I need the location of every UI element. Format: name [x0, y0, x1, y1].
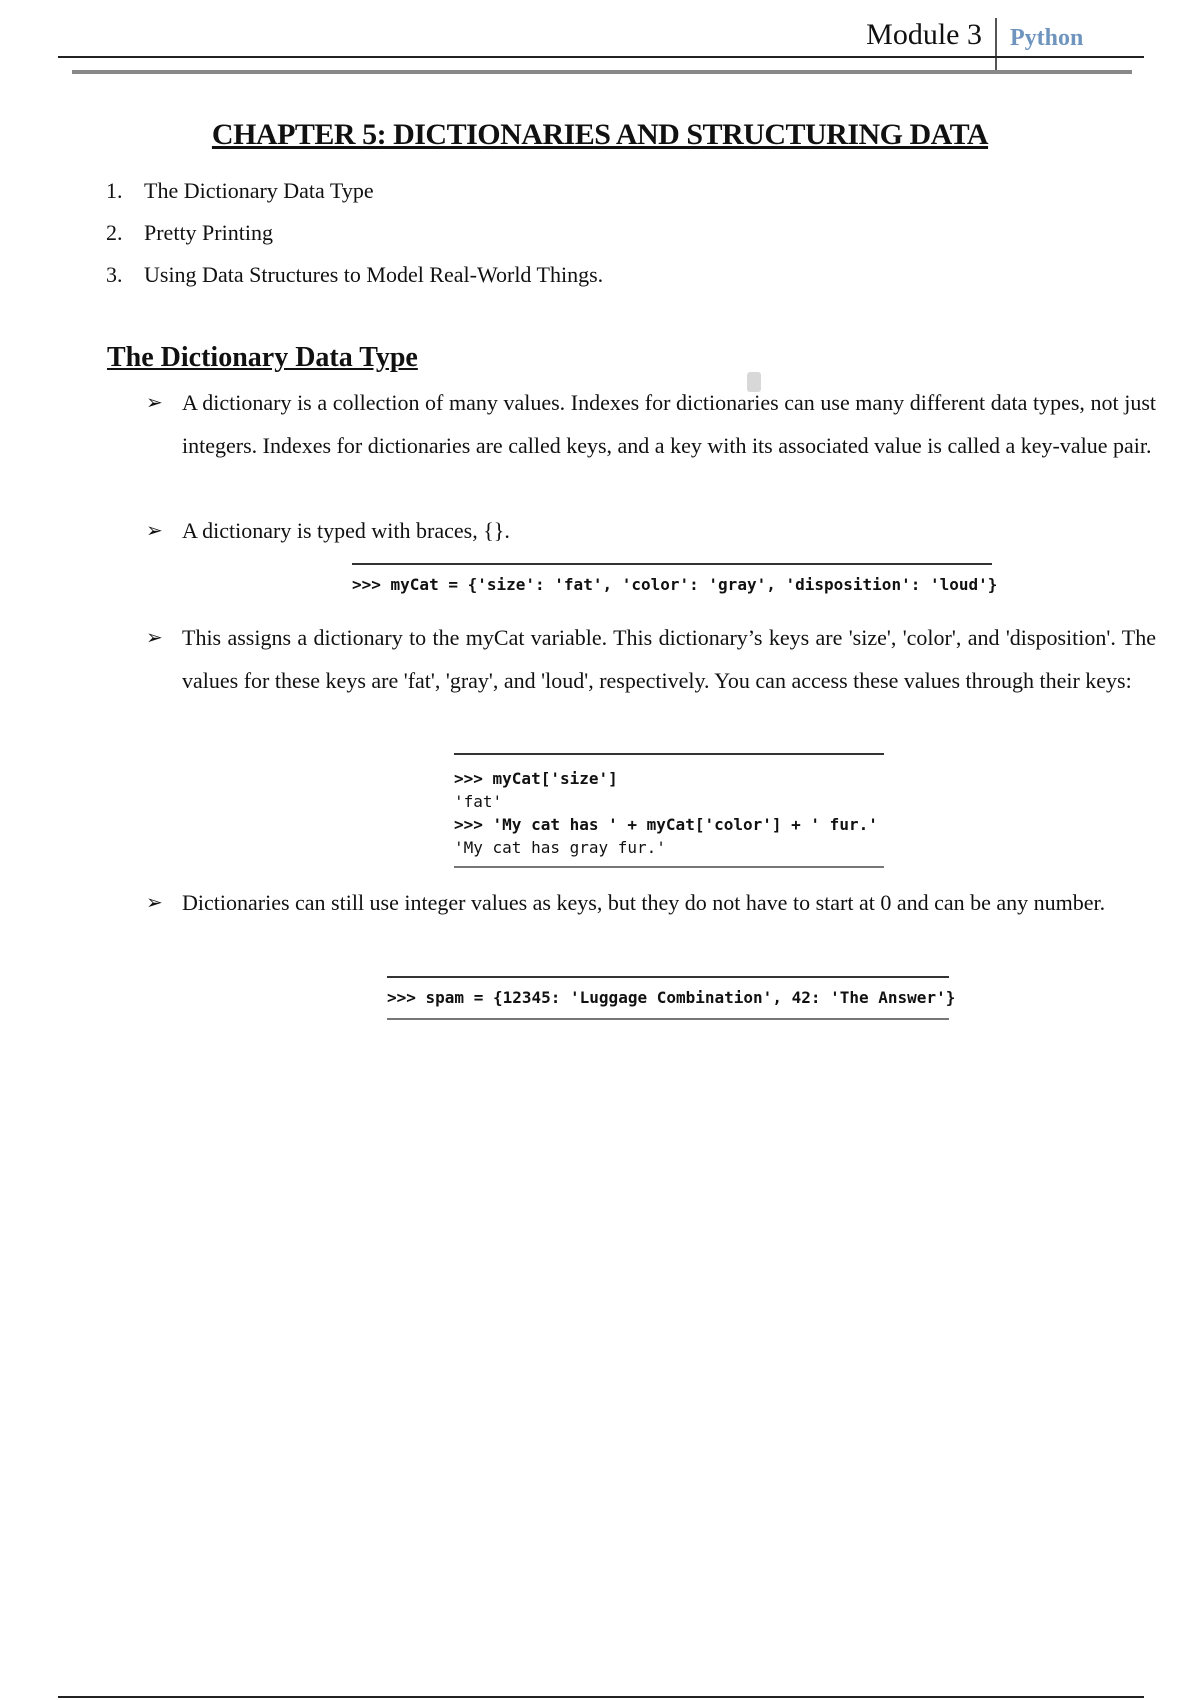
- toc-number: 1.: [106, 178, 123, 203]
- header-rule-bottom: [72, 70, 1132, 74]
- code-line: >>> spam = {12345: 'Luggage Combination', 42: 'The Answer'}: [387, 988, 956, 1007]
- footer-rule: [58, 1696, 1144, 1698]
- page-header: [0, 0, 1200, 80]
- code-line: >>> myCat['size']: [454, 769, 618, 788]
- bullet-text: A dictionary is a collection of many values. Indexes for dictionaries can use many different data types, not just integers. Indexes for dictionaries are called keys, and a key with its associated value is called a key-value pair.: [182, 390, 1156, 458]
- arrow-bullet-icon: ➢: [146, 627, 163, 649]
- header-module: Module 3: [866, 18, 982, 51]
- bullet-item: [146, 382, 1156, 467]
- toc-number: 2.: [106, 220, 123, 245]
- table-of-contents: [106, 170, 603, 296]
- bullet-text: A dictionary is typed with braces, {}.: [182, 518, 510, 543]
- header-rule-top: [58, 56, 1144, 58]
- header-divider: [995, 18, 997, 74]
- section-title: The Dictionary Data Type: [107, 342, 418, 373]
- code-line: >>> 'My cat has ' + myCat['color'] + ' fur.': [454, 815, 878, 834]
- toc-text: Using Data Structures to Model Real-World Things.: [144, 262, 604, 287]
- arrow-bullet-icon: ➢: [146, 392, 163, 414]
- toc-text: Pretty Printing: [144, 220, 273, 245]
- bullet-item: [146, 882, 1156, 925]
- code-line: >>> myCat = {'size': 'fat', 'color': 'gray', 'disposition': 'loud'}: [352, 575, 998, 594]
- bullet-item: [146, 617, 1156, 702]
- code-line: 'My cat has gray fur.': [454, 838, 666, 857]
- toc-text: The Dictionary Data Type: [144, 178, 374, 203]
- bullet-text: Dictionaries can still use integer values as keys, but they do not have to start at 0 and can be any number.: [182, 890, 1106, 915]
- code-block-mycat-access: [454, 753, 884, 868]
- toc-item: [106, 170, 603, 212]
- code-line: 'fat': [454, 792, 503, 811]
- toc-item: [106, 212, 603, 254]
- toc-item: [106, 254, 603, 296]
- bullet-text: This assigns a dictionary to the myCat variable. This dictionary’s keys are 'size', 'color', and 'disposition'. The values for these keys are 'fat', 'gray', and 'loud', respectively. You can access these values through their keys:: [182, 625, 1156, 693]
- code-block-mycat-assign: [352, 563, 998, 609]
- bullet-item: [146, 510, 1156, 553]
- arrow-bullet-icon: ➢: [146, 892, 163, 914]
- code-block-spam: [387, 976, 956, 1020]
- chapter-title: CHAPTER 5: DICTIONARIES AND STRUCTURING DATA: [211, 118, 989, 151]
- header-subject: Python: [1010, 25, 1084, 51]
- arrow-bullet-icon: ➢: [146, 520, 163, 542]
- toc-number: 3.: [106, 262, 123, 287]
